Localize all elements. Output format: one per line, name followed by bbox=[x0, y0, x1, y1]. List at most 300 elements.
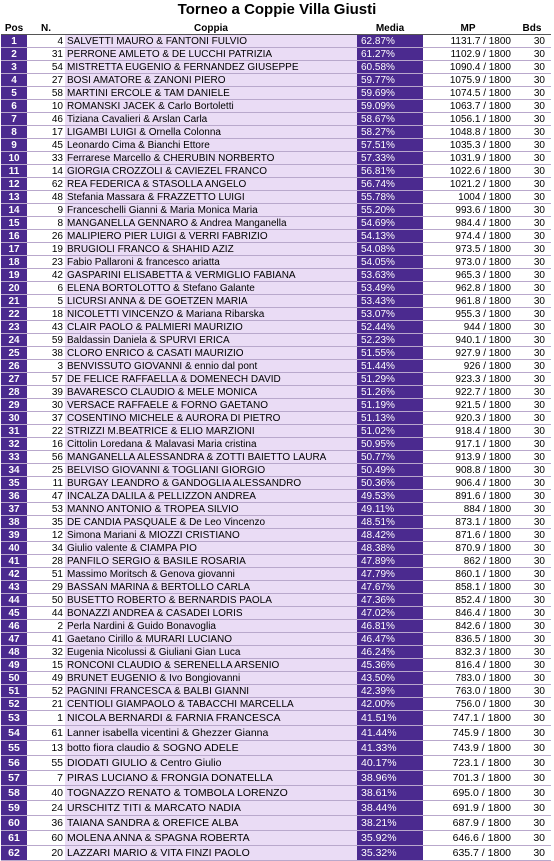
row-pair-names: TOGNAZZO RENATO & TOMBOLA LORENZO bbox=[65, 786, 357, 801]
row-average: 46.47% bbox=[357, 633, 423, 646]
row-position: 6 bbox=[1, 100, 27, 113]
row-match-points: 973.0 / 1800 bbox=[423, 256, 513, 269]
row-pair-names: Eugenia Nicolussi & Giuliani Gian Luca bbox=[65, 646, 357, 659]
row-position: 38 bbox=[1, 516, 27, 529]
table-row bbox=[1, 477, 551, 490]
row-pair-names: PANFILO SERGIO & BASILE ROSARIA bbox=[65, 555, 357, 568]
row-boards: 30 bbox=[513, 282, 551, 295]
row-pair-number: 54 bbox=[27, 61, 65, 74]
row-boards: 30 bbox=[513, 555, 551, 568]
table-row bbox=[1, 672, 551, 685]
table-row bbox=[1, 74, 551, 87]
row-boards: 30 bbox=[513, 831, 551, 846]
table-body bbox=[1, 35, 551, 861]
row-match-points: 922.7 / 1800 bbox=[423, 386, 513, 399]
table-row bbox=[1, 178, 551, 191]
table-row bbox=[1, 308, 551, 321]
row-boards: 30 bbox=[513, 786, 551, 801]
row-boards: 30 bbox=[513, 61, 551, 74]
row-position: 57 bbox=[1, 771, 27, 786]
row-average: 51.26% bbox=[357, 386, 423, 399]
row-position: 15 bbox=[1, 217, 27, 230]
row-pair-number: 30 bbox=[27, 399, 65, 412]
table-row bbox=[1, 438, 551, 451]
row-boards: 30 bbox=[513, 386, 551, 399]
row-average: 42.39% bbox=[357, 685, 423, 698]
row-average: 47.36% bbox=[357, 594, 423, 607]
row-average: 50.36% bbox=[357, 477, 423, 490]
row-boards: 30 bbox=[513, 659, 551, 672]
table-row bbox=[1, 685, 551, 698]
row-average: 38.44% bbox=[357, 801, 423, 816]
row-position: 32 bbox=[1, 438, 27, 451]
row-pair-names: BENVISSUTO GIOVANNI & ennio dal pont bbox=[65, 360, 357, 373]
table-row bbox=[1, 217, 551, 230]
row-position: 30 bbox=[1, 412, 27, 425]
row-pair-names: NICOLETTI VINCENZO & Mariana Ribarska bbox=[65, 308, 357, 321]
header-pos: Pos bbox=[1, 22, 27, 35]
table-row bbox=[1, 620, 551, 633]
table-row bbox=[1, 741, 551, 756]
row-pair-number: 16 bbox=[27, 438, 65, 451]
row-pair-number: 8 bbox=[27, 217, 65, 230]
row-position: 50 bbox=[1, 672, 27, 685]
row-pair-number: 53 bbox=[27, 503, 65, 516]
row-match-points: 763.0 / 1800 bbox=[423, 685, 513, 698]
row-match-points: 858.1 / 1800 bbox=[423, 581, 513, 594]
table-row bbox=[1, 126, 551, 139]
row-average: 62.87% bbox=[357, 35, 423, 48]
row-position: 56 bbox=[1, 756, 27, 771]
row-match-points: 756.0 / 1800 bbox=[423, 698, 513, 711]
row-position: 5 bbox=[1, 87, 27, 100]
row-average: 48.42% bbox=[357, 529, 423, 542]
row-average: 50.77% bbox=[357, 451, 423, 464]
row-pair-number: 6 bbox=[27, 282, 65, 295]
row-pair-names: MOLENA ANNA & SPAGNA ROBERTA bbox=[65, 831, 357, 846]
table-row bbox=[1, 594, 551, 607]
table-row bbox=[1, 165, 551, 178]
row-match-points: 927.9 / 1800 bbox=[423, 347, 513, 360]
row-average: 58.67% bbox=[357, 113, 423, 126]
row-average: 38.61% bbox=[357, 786, 423, 801]
row-pair-names: botto fiora claudio & SOGNO ADELE bbox=[65, 741, 357, 756]
row-boards: 30 bbox=[513, 464, 551, 477]
row-pair-names: Gaetano Cirillo & MURARI LUCIANO bbox=[65, 633, 357, 646]
row-pair-names: CENTIOLI GIAMPAOLO & TABACCHI MARCELLA bbox=[65, 698, 357, 711]
row-position: 62 bbox=[1, 846, 27, 861]
row-pair-names: LICURSI ANNA & DE GOETZEN MARIA bbox=[65, 295, 357, 308]
row-pair-number: 38 bbox=[27, 347, 65, 360]
row-boards: 30 bbox=[513, 35, 551, 48]
row-match-points: 908.8 / 1800 bbox=[423, 464, 513, 477]
row-match-points: 944 / 1800 bbox=[423, 321, 513, 334]
row-position: 7 bbox=[1, 113, 27, 126]
row-pair-names: BONAZZI ANDREA & CASADEI LORIS bbox=[65, 607, 357, 620]
page-title: Torneo a Coppie Villa Giusti bbox=[177, 1, 377, 18]
row-match-points: 687.9 / 1800 bbox=[423, 816, 513, 831]
row-pair-number: 19 bbox=[27, 243, 65, 256]
table-row bbox=[1, 35, 551, 48]
row-pair-number: 44 bbox=[27, 607, 65, 620]
row-pair-number: 59 bbox=[27, 334, 65, 347]
row-pair-names: INCALZA DALILA & PELLIZZON ANDREA bbox=[65, 490, 357, 503]
row-match-points: 921.5 / 1800 bbox=[423, 399, 513, 412]
row-position: 27 bbox=[1, 373, 27, 386]
row-boards: 30 bbox=[513, 113, 551, 126]
row-pair-names: MANGANELLA GENNARO & Andrea Manganella bbox=[65, 217, 357, 230]
table-row bbox=[1, 711, 551, 726]
header-bds: Bds bbox=[513, 22, 551, 35]
row-pair-names: BASSAN MARINA & BERTOLLO CARLA bbox=[65, 581, 357, 594]
row-pair-number: 37 bbox=[27, 412, 65, 425]
row-pair-names: PIRAS LUCIANO & FRONGIA DONATELLA bbox=[65, 771, 357, 786]
row-match-points: 1004 / 1800 bbox=[423, 191, 513, 204]
row-position: 35 bbox=[1, 477, 27, 490]
row-pair-names: MANGANELLA ALESSANDRA & ZOTTI BAIETTO LAURA bbox=[65, 451, 357, 464]
table-row bbox=[1, 191, 551, 204]
table-row bbox=[1, 464, 551, 477]
row-pair-number: 29 bbox=[27, 581, 65, 594]
row-average: 54.69% bbox=[357, 217, 423, 230]
row-pair-names: STRIZZI M.BEATRICE & ELIO MARZIONI bbox=[65, 425, 357, 438]
row-match-points: 1022.6 / 1800 bbox=[423, 165, 513, 178]
row-match-points: 873.1 / 1800 bbox=[423, 516, 513, 529]
row-average: 35.32% bbox=[357, 846, 423, 861]
row-pair-number: 55 bbox=[27, 756, 65, 771]
row-boards: 30 bbox=[513, 399, 551, 412]
row-average: 43.50% bbox=[357, 672, 423, 685]
row-position: 46 bbox=[1, 620, 27, 633]
row-match-points: 816.4 / 1800 bbox=[423, 659, 513, 672]
row-pair-number: 43 bbox=[27, 321, 65, 334]
row-pair-number: 25 bbox=[27, 464, 65, 477]
row-match-points: 906.4 / 1800 bbox=[423, 477, 513, 490]
row-match-points: 891.6 / 1800 bbox=[423, 490, 513, 503]
row-position: 3 bbox=[1, 61, 27, 74]
row-average: 60.58% bbox=[357, 61, 423, 74]
row-match-points: 862 / 1800 bbox=[423, 555, 513, 568]
row-position: 29 bbox=[1, 399, 27, 412]
row-pair-number: 48 bbox=[27, 191, 65, 204]
row-average: 51.02% bbox=[357, 425, 423, 438]
row-match-points: 783.0 / 1800 bbox=[423, 672, 513, 685]
row-match-points: 1063.7 / 1800 bbox=[423, 100, 513, 113]
row-pair-names: VERSACE RAFFAELE & FORNO GAETANO bbox=[65, 399, 357, 412]
row-average: 51.29% bbox=[357, 373, 423, 386]
table-row bbox=[1, 269, 551, 282]
row-position: 48 bbox=[1, 646, 27, 659]
row-pair-number: 60 bbox=[27, 831, 65, 846]
row-pair-number: 61 bbox=[27, 726, 65, 741]
row-pair-number: 15 bbox=[27, 659, 65, 672]
row-pair-number: 33 bbox=[27, 152, 65, 165]
row-match-points: 860.1 / 1800 bbox=[423, 568, 513, 581]
row-boards: 30 bbox=[513, 152, 551, 165]
row-average: 35.92% bbox=[357, 831, 423, 846]
row-pair-names: TAIANA SANDRA & OREFICE ALBA bbox=[65, 816, 357, 831]
row-pair-number: 20 bbox=[27, 846, 65, 861]
row-pair-names: BELVISO GIOVANNI & TOGLIANI GIORGIO bbox=[65, 464, 357, 477]
row-pair-number: 5 bbox=[27, 295, 65, 308]
row-position: 17 bbox=[1, 243, 27, 256]
table-row bbox=[1, 516, 551, 529]
row-average: 49.11% bbox=[357, 503, 423, 516]
row-boards: 30 bbox=[513, 581, 551, 594]
row-average: 42.00% bbox=[357, 698, 423, 711]
table-row bbox=[1, 256, 551, 269]
row-pair-number: 27 bbox=[27, 74, 65, 87]
row-pair-names: Stefania Massara & FRAZZETTO LUIGI bbox=[65, 191, 357, 204]
row-pair-names: Leonardo Cima & Bianchi Ettore bbox=[65, 139, 357, 152]
row-match-points: 832.3 / 1800 bbox=[423, 646, 513, 659]
row-position: 34 bbox=[1, 464, 27, 477]
row-pair-names: BURGAY LEANDRO & GANDOGLIA ALESSANDRO bbox=[65, 477, 357, 490]
row-pair-names: Baldassin Daniela & SPURVI ERICA bbox=[65, 334, 357, 347]
row-pair-names: Massimo Moritsch & Genova giovanni bbox=[65, 568, 357, 581]
row-match-points: 743.9 / 1800 bbox=[423, 741, 513, 756]
row-average: 38.21% bbox=[357, 816, 423, 831]
row-match-points: 973.5 / 1800 bbox=[423, 243, 513, 256]
row-boards: 30 bbox=[513, 295, 551, 308]
row-pair-names: CLORO ENRICO & CASATI MAURIZIO bbox=[65, 347, 357, 360]
row-boards: 30 bbox=[513, 685, 551, 698]
table-row bbox=[1, 581, 551, 594]
row-average: 59.69% bbox=[357, 87, 423, 100]
header-mp: MP bbox=[423, 22, 513, 35]
row-position: 45 bbox=[1, 607, 27, 620]
row-match-points: 745.9 / 1800 bbox=[423, 726, 513, 741]
row-match-points: 846.4 / 1800 bbox=[423, 607, 513, 620]
table-row bbox=[1, 243, 551, 256]
row-match-points: 984.4 / 1800 bbox=[423, 217, 513, 230]
row-boards: 30 bbox=[513, 178, 551, 191]
row-match-points: 940.1 / 1800 bbox=[423, 334, 513, 347]
table-row bbox=[1, 87, 551, 100]
row-boards: 30 bbox=[513, 100, 551, 113]
row-match-points: 974.4 / 1800 bbox=[423, 230, 513, 243]
row-pair-number: 41 bbox=[27, 633, 65, 646]
row-match-points: 1031.9 / 1800 bbox=[423, 152, 513, 165]
row-pair-names: GASPARINI ELISABETTA & VERMIGLIO FABIANA bbox=[65, 269, 357, 282]
row-position: 36 bbox=[1, 490, 27, 503]
row-match-points: 1035.3 / 1800 bbox=[423, 139, 513, 152]
row-pair-names: REA FEDERICA & STASOLLA ANGELO bbox=[65, 178, 357, 191]
row-position: 12 bbox=[1, 178, 27, 191]
row-pair-number: 13 bbox=[27, 741, 65, 756]
row-position: 16 bbox=[1, 230, 27, 243]
table-row bbox=[1, 786, 551, 801]
table-row bbox=[1, 295, 551, 308]
row-pair-names: PAGNINI FRANCESCA & BALBI GIANNI bbox=[65, 685, 357, 698]
row-match-points: 695.0 / 1800 bbox=[423, 786, 513, 801]
row-boards: 30 bbox=[513, 741, 551, 756]
row-average: 41.33% bbox=[357, 741, 423, 756]
row-boards: 30 bbox=[513, 451, 551, 464]
row-average: 56.81% bbox=[357, 165, 423, 178]
row-pair-names: BRUNET EUGENIO & Ivo Bongiovanni bbox=[65, 672, 357, 685]
row-pair-number: 23 bbox=[27, 256, 65, 269]
row-position: 53 bbox=[1, 711, 27, 726]
row-position: 37 bbox=[1, 503, 27, 516]
row-pair-number: 36 bbox=[27, 816, 65, 831]
row-match-points: 993.6 / 1800 bbox=[423, 204, 513, 217]
table-row bbox=[1, 756, 551, 771]
row-average: 51.55% bbox=[357, 347, 423, 360]
row-pair-number: 49 bbox=[27, 672, 65, 685]
row-match-points: 871.6 / 1800 bbox=[423, 529, 513, 542]
row-average: 41.44% bbox=[357, 726, 423, 741]
row-average: 50.95% bbox=[357, 438, 423, 451]
table-row bbox=[1, 831, 551, 846]
row-pair-names: Giulio valente & CIAMPA PIO bbox=[65, 542, 357, 555]
row-boards: 30 bbox=[513, 48, 551, 61]
row-boards: 30 bbox=[513, 594, 551, 607]
table-row bbox=[1, 386, 551, 399]
row-match-points: 918.4 / 1800 bbox=[423, 425, 513, 438]
row-pair-number: 50 bbox=[27, 594, 65, 607]
table-row bbox=[1, 542, 551, 555]
row-average: 59.09% bbox=[357, 100, 423, 113]
table-row bbox=[1, 646, 551, 659]
table-row bbox=[1, 373, 551, 386]
table-row bbox=[1, 801, 551, 816]
row-boards: 30 bbox=[513, 607, 551, 620]
row-position: 10 bbox=[1, 152, 27, 165]
row-average: 46.81% bbox=[357, 620, 423, 633]
row-boards: 30 bbox=[513, 204, 551, 217]
header-coppia: Coppia bbox=[65, 22, 357, 35]
row-pair-names: ROMANSKI JACEK & Carlo Bortoletti bbox=[65, 100, 357, 113]
row-boards: 30 bbox=[513, 308, 551, 321]
table-row bbox=[1, 698, 551, 711]
table-row bbox=[1, 771, 551, 786]
row-average: 40.17% bbox=[357, 756, 423, 771]
row-boards: 30 bbox=[513, 477, 551, 490]
row-average: 52.44% bbox=[357, 321, 423, 334]
table-row bbox=[1, 633, 551, 646]
row-pair-number: 52 bbox=[27, 685, 65, 698]
row-pair-number: 3 bbox=[27, 360, 65, 373]
row-pair-number: 9 bbox=[27, 204, 65, 217]
table-row bbox=[1, 139, 551, 152]
row-position: 20 bbox=[1, 282, 27, 295]
row-pair-number: 46 bbox=[27, 113, 65, 126]
row-boards: 30 bbox=[513, 217, 551, 230]
row-pair-number: 22 bbox=[27, 425, 65, 438]
row-match-points: 836.5 / 1800 bbox=[423, 633, 513, 646]
row-boards: 30 bbox=[513, 503, 551, 516]
row-pair-names: Lanner isabella vicentini & Ghezzer Gianna bbox=[65, 726, 357, 741]
row-position: 59 bbox=[1, 801, 27, 816]
table-row bbox=[1, 100, 551, 113]
row-match-points: 920.3 / 1800 bbox=[423, 412, 513, 425]
row-position: 14 bbox=[1, 204, 27, 217]
row-position: 58 bbox=[1, 786, 27, 801]
row-pair-number: 21 bbox=[27, 698, 65, 711]
row-average: 47.02% bbox=[357, 607, 423, 620]
row-average: 38.96% bbox=[357, 771, 423, 786]
row-pair-names: NICOLA BERNARDI & FARNIA FRANCESCA bbox=[65, 711, 357, 726]
row-average: 47.67% bbox=[357, 581, 423, 594]
row-boards: 30 bbox=[513, 139, 551, 152]
row-position: 51 bbox=[1, 685, 27, 698]
table-row bbox=[1, 113, 551, 126]
row-match-points: 884 / 1800 bbox=[423, 503, 513, 516]
row-boards: 30 bbox=[513, 816, 551, 831]
row-match-points: 1131.7 / 1800 bbox=[423, 35, 513, 48]
row-pair-number: 42 bbox=[27, 269, 65, 282]
row-position: 24 bbox=[1, 334, 27, 347]
row-boards: 30 bbox=[513, 726, 551, 741]
row-position: 55 bbox=[1, 741, 27, 756]
row-position: 41 bbox=[1, 555, 27, 568]
row-position: 13 bbox=[1, 191, 27, 204]
row-pair-number: 18 bbox=[27, 308, 65, 321]
table-row bbox=[1, 152, 551, 165]
row-average: 59.77% bbox=[357, 74, 423, 87]
row-boards: 30 bbox=[513, 321, 551, 334]
table-row bbox=[1, 555, 551, 568]
row-pair-names: LIGAMBI LUIGI & Ornella Colonna bbox=[65, 126, 357, 139]
row-position: 1 bbox=[1, 35, 27, 48]
table-header bbox=[1, 22, 551, 35]
row-position: 54 bbox=[1, 726, 27, 741]
row-boards: 30 bbox=[513, 191, 551, 204]
row-average: 56.74% bbox=[357, 178, 423, 191]
row-average: 51.13% bbox=[357, 412, 423, 425]
row-position: 11 bbox=[1, 165, 27, 178]
row-position: 44 bbox=[1, 594, 27, 607]
row-boards: 30 bbox=[513, 620, 551, 633]
table-row bbox=[1, 412, 551, 425]
table-row bbox=[1, 846, 551, 861]
row-boards: 30 bbox=[513, 269, 551, 282]
row-position: 43 bbox=[1, 581, 27, 594]
row-pair-names: BOSI AMATORE & ZANONI PIERO bbox=[65, 74, 357, 87]
table-row bbox=[1, 347, 551, 360]
row-pair-number: 57 bbox=[27, 373, 65, 386]
row-pair-names: URSCHITZ TITI & MARCATO NADIA bbox=[65, 801, 357, 816]
row-pair-names: COSENTINO MICHELE & AURORA DI PIETRO bbox=[65, 412, 357, 425]
row-position: 42 bbox=[1, 568, 27, 581]
row-position: 22 bbox=[1, 308, 27, 321]
row-boards: 30 bbox=[513, 87, 551, 100]
row-average: 54.05% bbox=[357, 256, 423, 269]
row-boards: 30 bbox=[513, 801, 551, 816]
row-boards: 30 bbox=[513, 373, 551, 386]
row-match-points: 923.3 / 1800 bbox=[423, 373, 513, 386]
row-pair-names: ELENA BORTOLOTTO & Stefano Galante bbox=[65, 282, 357, 295]
row-boards: 30 bbox=[513, 490, 551, 503]
row-average: 58.27% bbox=[357, 126, 423, 139]
row-average: 51.44% bbox=[357, 360, 423, 373]
row-pair-names: Cittolin Loredana & Malavasi Maria cristina bbox=[65, 438, 357, 451]
row-match-points: 870.9 / 1800 bbox=[423, 542, 513, 555]
results-table bbox=[1, 22, 551, 861]
row-pair-names: MANNO ANTONIO & TROPEA SILVIO bbox=[65, 503, 357, 516]
row-average: 57.51% bbox=[357, 139, 423, 152]
table-row bbox=[1, 321, 551, 334]
row-pair-names: Ferrarese Marcello & CHERUBIN NORBERTO bbox=[65, 152, 357, 165]
row-position: 18 bbox=[1, 256, 27, 269]
row-pair-names: Tiziana Cavalieri & Arslan Carla bbox=[65, 113, 357, 126]
row-boards: 30 bbox=[513, 516, 551, 529]
row-position: 49 bbox=[1, 659, 27, 672]
row-position: 40 bbox=[1, 542, 27, 555]
table-row bbox=[1, 659, 551, 672]
row-pair-names: BRUGIOLI FRANCO & SHAHID AZIZ bbox=[65, 243, 357, 256]
